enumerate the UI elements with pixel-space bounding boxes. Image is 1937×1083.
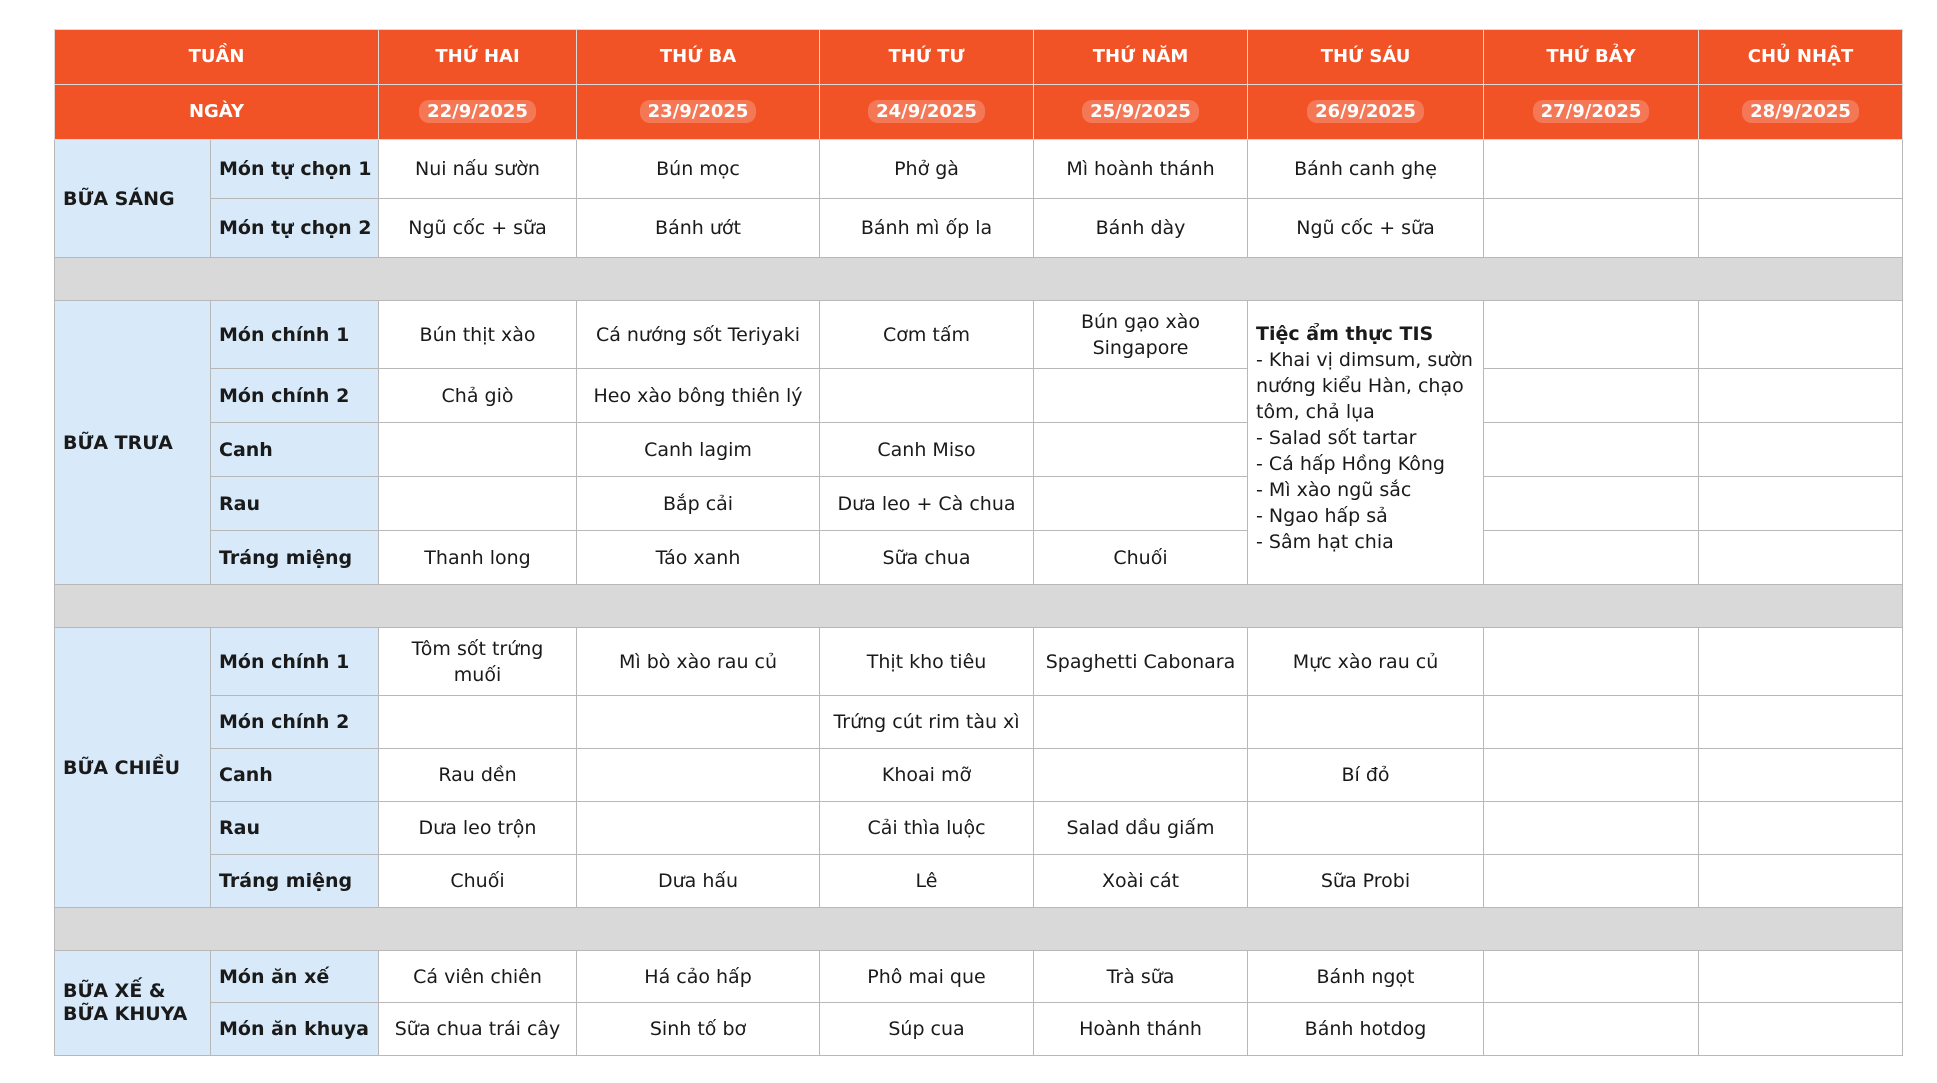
menu-cell [1484,531,1699,585]
dinner-row-1 [55,628,1903,696]
separator-row [55,585,1903,628]
menu-cell [1484,628,1699,696]
day-header: THỨ SÁU [1248,30,1484,85]
special-item: - Khai vị dimsum, sườn nướng kiểu Hàn, chạo tôm, chả lụa [1256,349,1473,423]
menu-cell [1484,749,1699,802]
separator-cell [55,908,1903,951]
menu-cell: Bánh ướt [577,199,820,258]
menu-cell [1699,628,1903,696]
menu-cell [1484,301,1699,369]
menu-cell [1699,696,1903,749]
date-label: NGÀY [55,85,379,140]
menu-cell: Chuối [379,855,577,908]
date-value: 23/9/2025 [640,100,757,123]
row-label: Canh [211,423,379,477]
menu-cell: Bắp cải [577,477,820,531]
menu-cell [1484,1003,1699,1056]
menu-cell: Xoài cát [1034,855,1248,908]
menu-cell: Hoành thánh [1034,1003,1248,1056]
menu-cell [1034,423,1248,477]
snack-row-2 [55,1003,1903,1056]
menu-cell: Cơm tấm [820,301,1034,369]
menu-cell [1484,199,1699,258]
menu-cell: Phô mai que [820,951,1034,1003]
menu-cell: Canh Miso [820,423,1034,477]
day-header: THỨ BẢY [1484,30,1699,85]
meal-label-breakfast: BỮA SÁNG [55,140,211,258]
menu-cell: Cá viên chiên [379,951,577,1003]
separator-cell [55,585,1903,628]
menu-cell [1034,477,1248,531]
special-item: - Cá hấp Hồng Kông [1256,453,1445,475]
menu-cell [1484,140,1699,199]
menu-cell [1699,855,1903,908]
menu-cell: Cá nướng sốt Teriyaki [577,301,820,369]
menu-cell [1248,802,1484,855]
menu-cell [1034,369,1248,423]
menu-cell: Trứng cút rim tàu xì [820,696,1034,749]
date-cell [1699,85,1903,140]
menu-cell: Táo xanh [577,531,820,585]
menu-cell: Salad dầu giấm [1034,802,1248,855]
date-cell [1484,85,1699,140]
menu-cell [1034,749,1248,802]
menu-cell [379,423,577,477]
menu-cell [1699,199,1903,258]
menu-cell: Trà sữa [1034,951,1248,1003]
menu-cell: Bánh mì ốp la [820,199,1034,258]
menu-cell: Nui nấu sườn [379,140,577,199]
lunch-row-4 [55,477,1903,531]
lunch-row-5 [55,531,1903,585]
date-value: 28/9/2025 [1742,100,1859,123]
menu-cell: Rau dền [379,749,577,802]
row-label: Món ăn xế [211,951,379,1003]
row-label: Tráng miệng [211,855,379,908]
week-label: TUẦN [55,30,379,85]
menu-cell [577,802,820,855]
menu-cell: Mực xào rau củ [1248,628,1484,696]
menu-cell [1484,855,1699,908]
dinner-row-4 [55,802,1903,855]
day-header: THỨ HAI [379,30,577,85]
menu-cell: Dưa leo + Cà chua [820,477,1034,531]
menu-cell [1484,423,1699,477]
row-label: Món chính 2 [211,696,379,749]
menu-cell: Spaghetti Cabonara [1034,628,1248,696]
day-header: THỨ TƯ [820,30,1034,85]
menu-cell [1699,301,1903,369]
menu-cell: Heo xào bông thiên lý [577,369,820,423]
row-label: Rau [211,802,379,855]
menu-cell: Dưa hấu [577,855,820,908]
row-label: Món tự chọn 1 [211,140,379,199]
menu-cell [1248,696,1484,749]
dinner-row-2 [55,696,1903,749]
menu-cell [1699,749,1903,802]
menu-cell: Ngũ cốc + sữa [379,199,577,258]
snack-label-line2: BỮA KHUYA [63,1003,188,1025]
breakfast-row-1 [55,140,1903,199]
snack-label-line1: BỮA XẾ & [63,980,166,1002]
row-label: Món ăn khuya [211,1003,379,1056]
row-label: Rau [211,477,379,531]
menu-cell: Cải thìa luộc [820,802,1034,855]
menu-cell [1484,369,1699,423]
date-cell [1034,85,1248,140]
day-header: THỨ BA [577,30,820,85]
day-header: CHỦ NHẬT [1699,30,1903,85]
day-header: THỨ NĂM [1034,30,1248,85]
meal-label-snack [55,951,211,1056]
menu-cell [1699,477,1903,531]
menu-cell [577,696,820,749]
menu-cell: Bánh ngọt [1248,951,1484,1003]
menu-cell: Súp cua [820,1003,1034,1056]
menu-cell [379,477,577,531]
menu-cell: Mì bò xào rau củ [577,628,820,696]
date-value: 24/9/2025 [868,100,985,123]
menu-cell: Ngũ cốc + sữa [1248,199,1484,258]
dinner-row-3 [55,749,1903,802]
menu-cell: Mì hoành thánh [1034,140,1248,199]
date-cell [577,85,820,140]
menu-table-wrapper [54,29,1903,1056]
menu-cell: Sữa chua trái cây [379,1003,577,1056]
menu-cell [1484,802,1699,855]
menu-cell [1699,802,1903,855]
menu-cell: Thịt kho tiêu [820,628,1034,696]
weekly-menu-table [54,29,1903,1056]
breakfast-row-2 [55,199,1903,258]
special-item: - Mì xào ngũ sắc [1256,479,1412,501]
lunch-row-3 [55,423,1903,477]
menu-cell [1699,369,1903,423]
row-label: Tráng miệng [211,531,379,585]
menu-cell: Bánh hotdog [1248,1003,1484,1056]
menu-cell: Há cảo hấp [577,951,820,1003]
menu-cell: Phở gà [820,140,1034,199]
date-cell [379,85,577,140]
header-date-row [55,85,1903,140]
date-value: 22/9/2025 [419,100,536,123]
menu-cell [1699,140,1903,199]
row-label: Món chính 1 [211,301,379,369]
row-label: Món tự chọn 2 [211,199,379,258]
separator-row [55,908,1903,951]
dinner-row-5 [55,855,1903,908]
friday-special-cell [1248,301,1484,585]
meal-label-dinner: BỮA CHIỀU [55,628,211,908]
date-value: 26/9/2025 [1307,100,1424,123]
separator-cell [55,258,1903,301]
menu-cell [1484,951,1699,1003]
snack-row-1 [55,951,1903,1003]
menu-cell [1699,1003,1903,1056]
menu-cell: Dưa leo trộn [379,802,577,855]
menu-cell [1699,531,1903,585]
row-label: Món chính 2 [211,369,379,423]
date-cell [820,85,1034,140]
menu-cell: Canh lagim [577,423,820,477]
menu-cell: Sinh tố bơ [577,1003,820,1056]
lunch-row-2 [55,369,1903,423]
menu-cell [1699,951,1903,1003]
date-cell [1248,85,1484,140]
menu-cell [1484,477,1699,531]
menu-cell [1699,423,1903,477]
menu-cell: Bánh canh ghẹ [1248,140,1484,199]
separator-row [55,258,1903,301]
menu-cell: Chả giò [379,369,577,423]
menu-cell: Khoai mỡ [820,749,1034,802]
menu-cell [577,749,820,802]
menu-cell: Sữa chua [820,531,1034,585]
menu-cell [379,696,577,749]
menu-cell [1484,696,1699,749]
special-title: Tiệc ẩm thực TIS [1256,323,1434,345]
menu-cell: Sữa Probi [1248,855,1484,908]
menu-cell: Chuối [1034,531,1248,585]
special-item: - Sâm hạt chia [1256,531,1394,553]
menu-cell: Bánh dày [1034,199,1248,258]
date-value: 25/9/2025 [1082,100,1199,123]
menu-cell: Bún thịt xào [379,301,577,369]
row-label: Canh [211,749,379,802]
menu-cell: Bí đỏ [1248,749,1484,802]
lunch-row-1 [55,301,1903,369]
menu-cell: Lê [820,855,1034,908]
meal-label-lunch: BỮA TRƯA [55,301,211,585]
menu-cell [1034,696,1248,749]
menu-cell [820,369,1034,423]
menu-cell: Tôm sốt trứng muối [379,628,577,696]
menu-cell: Thanh long [379,531,577,585]
menu-cell: Bún mọc [577,140,820,199]
special-item: - Salad sốt tartar [1256,427,1417,449]
date-value: 27/9/2025 [1533,100,1650,123]
special-item: - Ngao hấp sả [1256,505,1388,527]
header-day-row [55,30,1903,85]
menu-cell: Bún gạo xào Singapore [1034,301,1248,369]
row-label: Món chính 1 [211,628,379,696]
